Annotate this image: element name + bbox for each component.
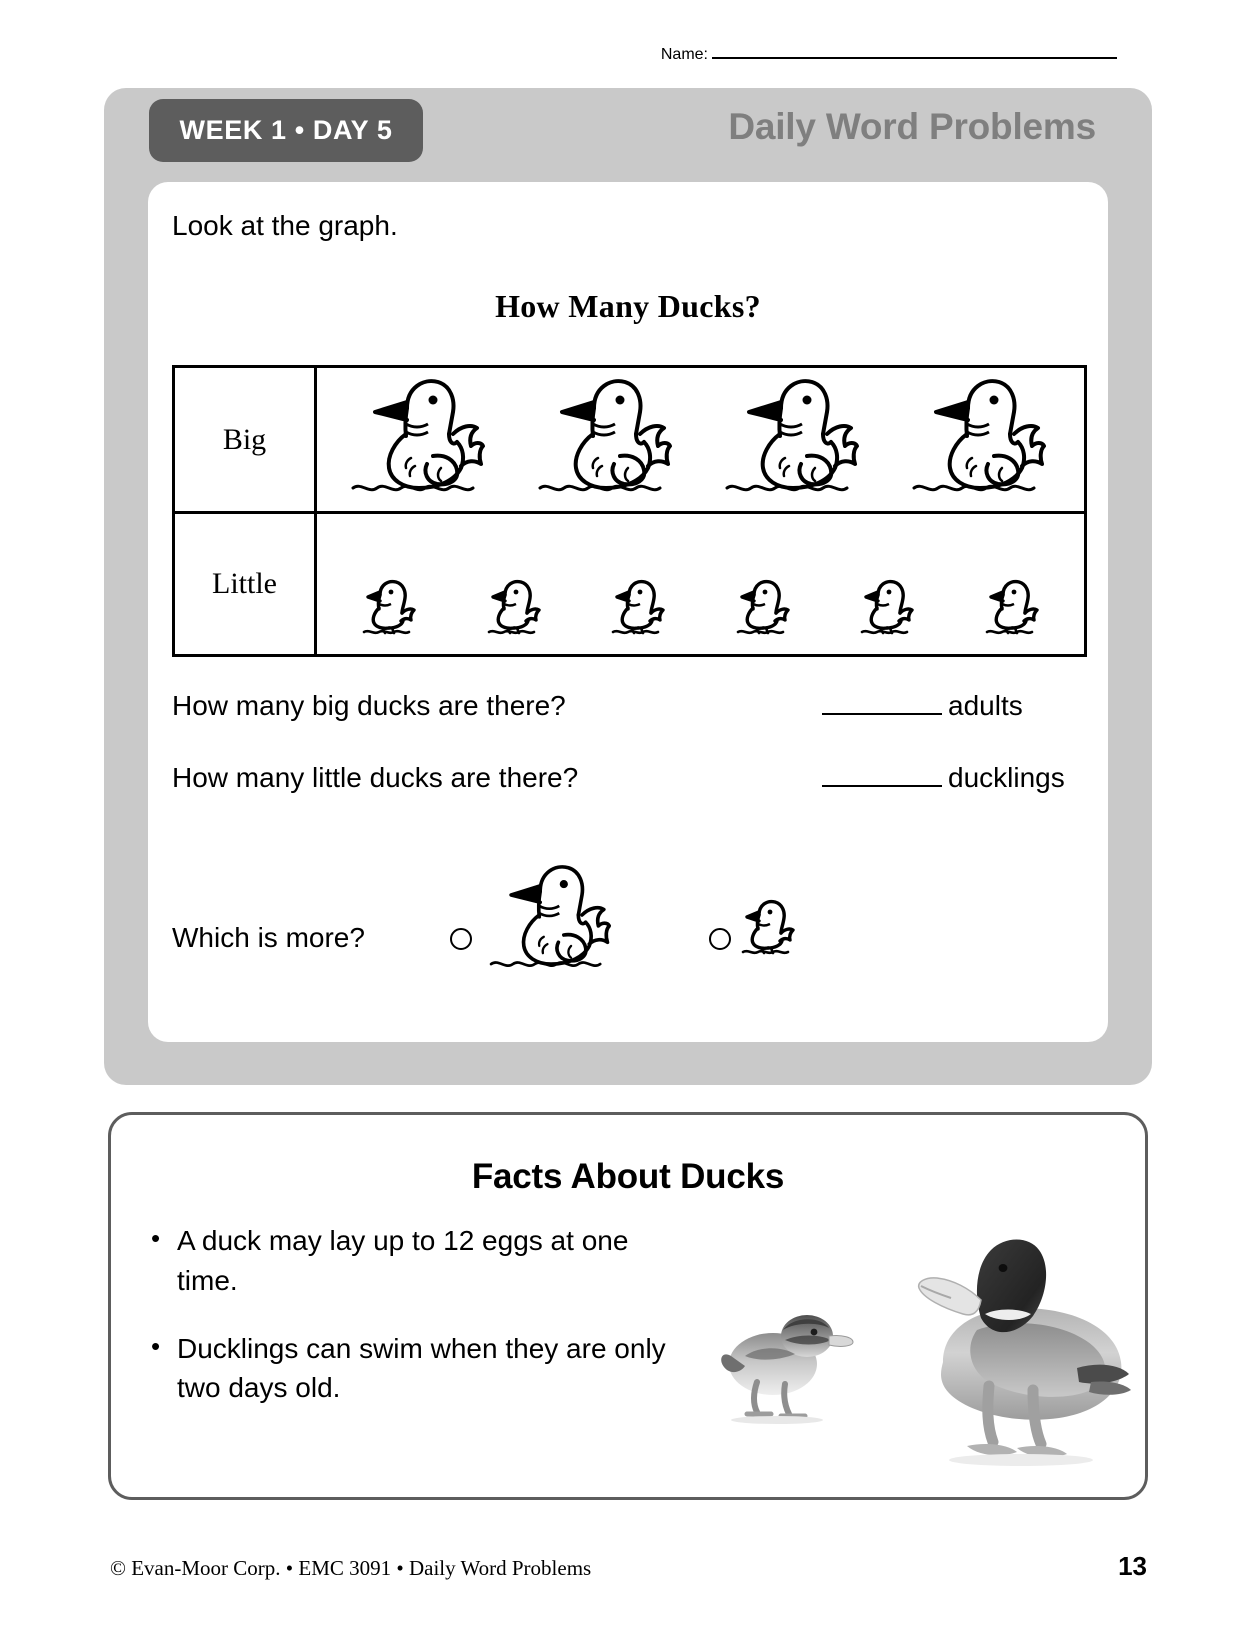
big-duck-icon — [532, 368, 682, 505]
page-title: Daily Word Problems — [728, 106, 1096, 147]
little-duck-icon — [358, 575, 420, 640]
name-input-line[interactable] — [712, 57, 1117, 59]
facts-list — [151, 1221, 671, 1436]
page-footer — [0, 1551, 1257, 1582]
exercise-card — [104, 88, 1152, 1085]
week-day-badge — [149, 99, 423, 162]
name-field-row — [0, 46, 1257, 64]
name-label: Name: — [660, 46, 708, 63]
answer-unit-adults: adults — [948, 690, 1023, 721]
big-duck-icon — [719, 368, 869, 505]
facts-photos — [701, 1181, 1121, 1481]
table-row — [175, 514, 1084, 654]
big-duck-icon — [477, 855, 627, 980]
copyright-text: © Evan-Moor Corp. • EMC 3091 • Daily Word Problems — [110, 1556, 592, 1580]
radio-option-big-duck[interactable] — [450, 928, 472, 950]
page-number: 13 — [1118, 1551, 1147, 1581]
which-is-more-row — [172, 842, 1087, 972]
answer-blank-ducklings[interactable] — [822, 785, 942, 787]
answer-blank-adults[interactable] — [822, 713, 942, 715]
question-text: How many little ducks are there? — [172, 762, 579, 793]
duckling-photo — [711, 1284, 861, 1429]
instruction-text: Look at the graph. — [172, 210, 398, 241]
big-duck-icon — [906, 368, 1056, 505]
which-is-more-label: Which is more? — [172, 922, 365, 953]
list-item: • A duck may lay up to 12 eggs at one time. — [151, 1221, 671, 1301]
little-duck-icon — [981, 575, 1043, 640]
list-item: • Ducklings can swim when they are only two days old. — [151, 1329, 671, 1409]
little-duck-icon — [856, 575, 918, 640]
week-day-label: WEEK 1 • DAY 5 — [179, 115, 393, 145]
question-row-big — [172, 690, 1087, 722]
table-row — [175, 368, 1084, 514]
little-duck-icon — [732, 575, 794, 640]
facts-title: Facts About Ducks — [471, 1157, 785, 1196]
facts-box — [108, 1112, 1148, 1500]
questions-block — [172, 690, 1087, 834]
little-duck-icon — [607, 575, 669, 640]
pictograph-table — [172, 365, 1087, 657]
big-duck-icon — [345, 368, 495, 505]
question-text: How many big ducks are there? — [172, 690, 566, 721]
row-cells-little — [317, 514, 1084, 654]
adult-duck-photo — [881, 1222, 1136, 1477]
answer-unit-ducklings: ducklings — [948, 762, 1065, 793]
radio-option-little-duck[interactable] — [709, 928, 731, 950]
row-label-little: Little — [175, 514, 317, 654]
exercise-panel — [148, 182, 1108, 1042]
row-label-big: Big — [175, 368, 317, 511]
little-duck-icon — [483, 575, 545, 640]
question-row-little — [172, 762, 1087, 794]
graph-title: How Many Ducks? — [495, 288, 761, 324]
little-duck-icon — [737, 895, 799, 960]
row-cells-big — [317, 368, 1084, 511]
